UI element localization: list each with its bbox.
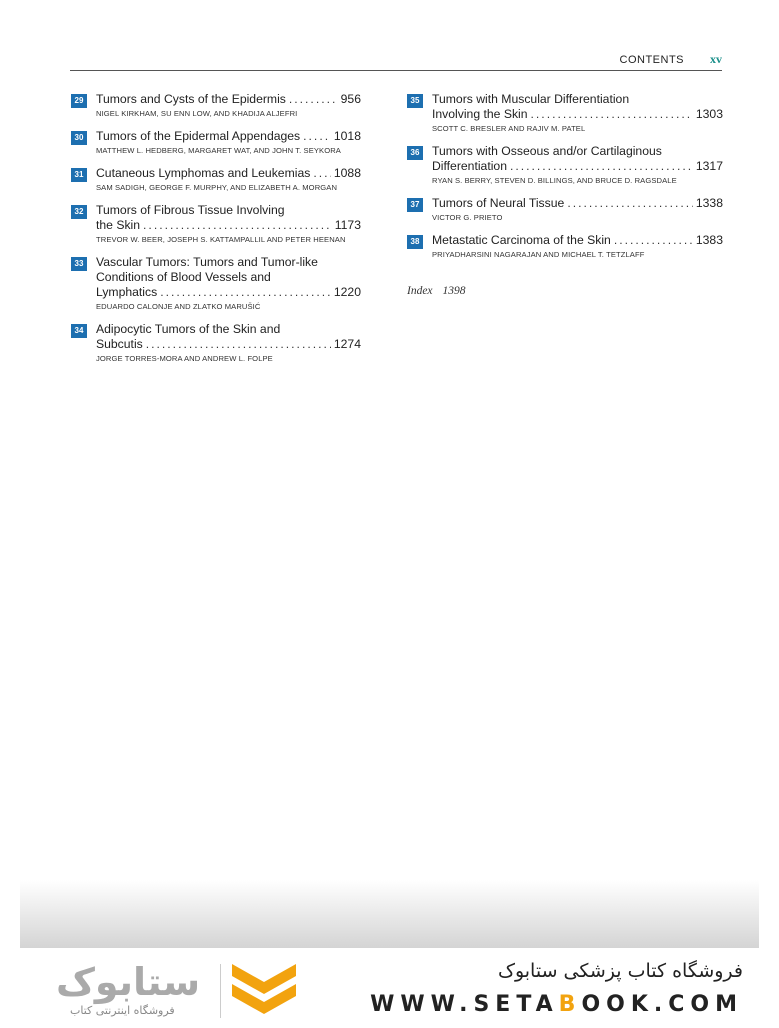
chapter-title-row	[96, 92, 361, 107]
chapter-title-row	[96, 129, 361, 144]
chapter-title-row	[432, 159, 723, 174]
chapter-title-line: Tumors and Cysts of the Epidermis	[96, 92, 286, 106]
toc-entry[interactable]	[71, 166, 361, 193]
chapter-number-badge: 32	[71, 205, 87, 219]
toc-left-column	[71, 92, 361, 374]
running-header	[70, 52, 722, 71]
chapter-title-line: Tumors of Neural Tissue	[432, 196, 565, 210]
chapter-number-badge: 31	[71, 168, 87, 182]
chapter-title-line: Tumors of the Epidermal Appendages	[96, 129, 301, 143]
chapter-authors: SCOTT C. BRESLER AND RAJIV M. PATEL	[432, 124, 586, 133]
toc-entry[interactable]	[71, 255, 361, 312]
chapter-authors: TREVOR W. BEER, JOSEPH S. KATTAMPALLIL AND PETER HEENAN	[96, 235, 346, 244]
toc-right-column	[407, 92, 723, 270]
chapter-number-badge: 37	[407, 198, 423, 212]
dot-leader	[303, 129, 331, 144]
logo-divider	[220, 964, 221, 1018]
toc-entry[interactable]	[407, 92, 723, 134]
dot-leader	[567, 196, 693, 211]
store-logo[interactable]	[56, 960, 256, 1022]
dot-leader	[313, 166, 331, 181]
chapter-title-line: Subcutis	[96, 337, 143, 351]
site-suffix: OOK.COM	[581, 992, 743, 1017]
chapter-authors: VICTOR G. PRIETO	[432, 213, 503, 222]
chapter-title-line: Tumors of Fibrous Tissue Involving	[96, 203, 285, 217]
chapter-title-line: Tumors with Osseous and/or Cartilaginous	[432, 144, 662, 158]
chapter-title-row	[96, 218, 361, 233]
index-entry[interactable]	[407, 285, 466, 297]
publisher-footer	[0, 948, 779, 1028]
chapter-title-line: Involving the Skin	[432, 107, 528, 121]
site-accent-letter: B	[558, 992, 582, 1017]
store-logo-subtitle: فروشگاه اینترنتی کتاب	[70, 1004, 175, 1017]
chapter-title-line: Metastatic Carcinoma of the Skin	[432, 233, 611, 247]
toc-entry[interactable]	[71, 129, 361, 156]
chapter-authors: PRIYADHARSINI NAGARAJAN AND MICHAEL T. TETZLAFF	[432, 250, 645, 259]
toc-entry[interactable]	[71, 92, 361, 119]
chapter-page-number: 1274	[333, 337, 361, 351]
chapter-title-row	[96, 285, 361, 300]
chapter-page-number: 1173	[334, 218, 361, 232]
chapter-authors: JORGE TORRES-MORA AND ANDREW L. FOLPE	[96, 354, 273, 363]
page-number: xv	[710, 52, 722, 66]
chapter-authors: SAM SADIGH, GEORGE F. MURPHY, AND ELIZABETH A. MORGAN	[96, 183, 338, 192]
contents-label: CONTENTS	[619, 54, 684, 66]
toc-entry[interactable]	[407, 144, 723, 186]
chapter-title-row	[432, 107, 723, 122]
chapter-title-line: Tumors with Muscular Differentiation	[432, 92, 630, 106]
chapter-title-row	[96, 166, 361, 181]
chapter-number-badge: 38	[407, 235, 423, 249]
dot-leader	[146, 337, 331, 352]
chapter-title-line: Adipocytic Tumors of the Skin and	[96, 322, 281, 336]
chapter-title-line: Lymphatics	[96, 285, 158, 299]
chapter-page-number: 1088	[333, 166, 361, 180]
chapter-title-line: Differentiation	[432, 159, 507, 173]
chapter-page-number: 956	[340, 92, 361, 106]
dot-leader	[531, 107, 693, 122]
page-fade	[20, 880, 759, 948]
chapter-page-number: 1220	[333, 285, 361, 299]
index-page: 1398	[442, 285, 466, 297]
chapter-authors: NIGEL KIRKHAM, SU ENN LOW, AND KHADIJA ALJEFRI	[96, 109, 298, 118]
toc-entry[interactable]	[71, 203, 361, 245]
chapter-page-number: 1383	[695, 233, 723, 247]
dot-leader	[160, 285, 331, 300]
chapter-title-line: Cutaneous Lymphomas and Leukemias	[96, 166, 311, 180]
store-logo-text: ستابوک	[56, 960, 201, 1004]
store-name: فروشگاه کتاب پزشکی ستابوک	[497, 960, 743, 982]
chapter-title-line: the Skin	[96, 218, 141, 232]
chapter-number-badge: 29	[71, 94, 87, 108]
dot-leader	[510, 159, 693, 174]
chapter-authors: RYAN S. BERRY, STEVEN D. BILLINGS, AND BRUCE D. RAGSDALE	[432, 176, 677, 185]
chapter-authors: EDUARDO CALONJE AND ZLATKO MARUŠIĆ	[96, 302, 261, 311]
dot-leader	[614, 233, 693, 248]
chapter-page-number: 1338	[695, 196, 723, 210]
chapter-title-row	[96, 337, 361, 352]
chapter-title-line: Conditions of Blood Vessels and	[96, 270, 271, 284]
chapter-number-badge: 35	[407, 94, 423, 108]
dot-leader	[289, 92, 338, 107]
dot-leader	[143, 218, 332, 233]
site-prefix: WWW.SETA	[370, 992, 559, 1017]
book-chevron-icon	[232, 964, 296, 1018]
toc-entry[interactable]	[407, 196, 723, 223]
chapter-number-badge: 36	[407, 146, 423, 160]
chapter-number-badge: 34	[71, 324, 87, 338]
chapter-page-number: 1317	[695, 159, 723, 173]
toc-entry[interactable]	[71, 322, 361, 364]
toc-entry[interactable]	[407, 233, 723, 260]
chapter-number-badge: 30	[71, 131, 87, 145]
index-label: Index	[407, 285, 433, 297]
chapter-page-number: 1018	[333, 129, 361, 143]
chapter-page-number: 1303	[695, 107, 723, 121]
chapter-title-line: Vascular Tumors: Tumors and Tumor-like	[96, 255, 318, 269]
store-website[interactable]	[370, 992, 743, 1017]
chapter-title-row	[432, 196, 723, 211]
chapter-authors: MATTHEW L. HEDBERG, MARGARET WAT, AND JOHN T. SEYKORA	[96, 146, 341, 155]
chapter-title-row	[432, 233, 723, 248]
chapter-number-badge: 33	[71, 257, 87, 271]
